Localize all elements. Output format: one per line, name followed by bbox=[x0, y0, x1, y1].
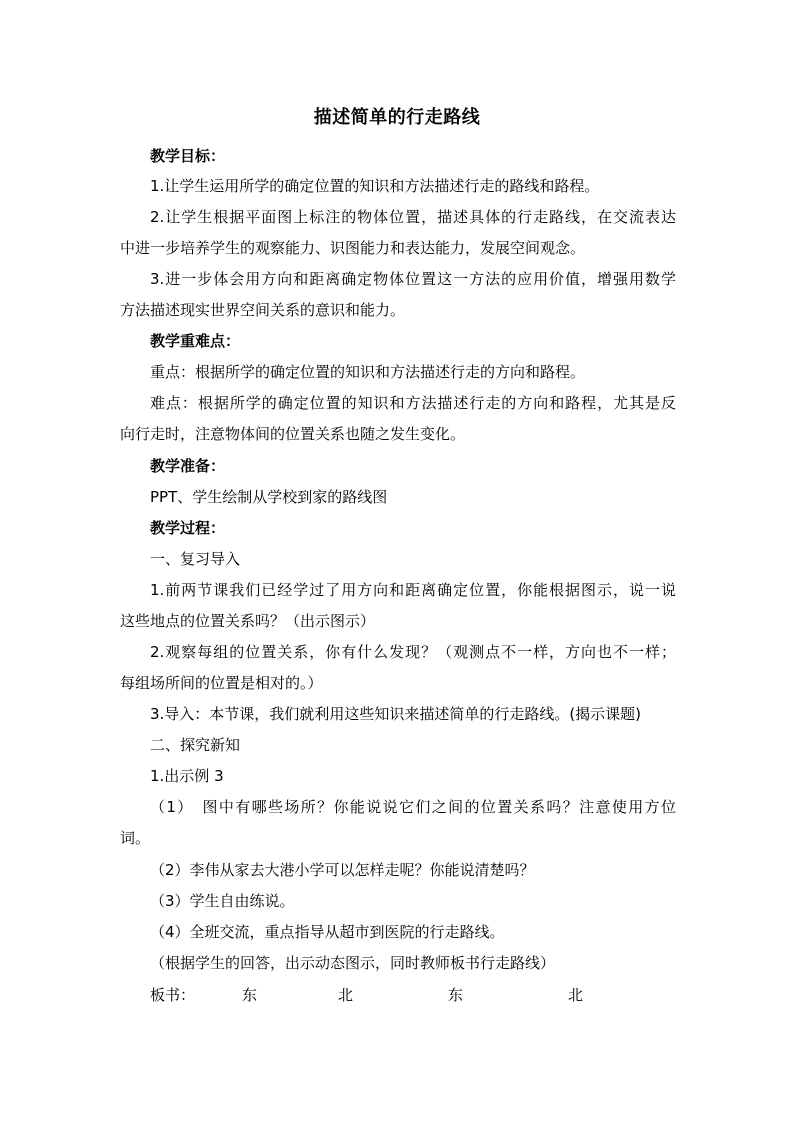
question-3: （3）学生自由练说。 bbox=[150, 892, 295, 910]
review-1-line-1: 1.前两节课我们已经学过了用方向和距离确定位置，你能根据图示，说一说 bbox=[150, 581, 676, 599]
review-2-line-1: 2.观察每组的位置关系，你有什么发现？（观测点不一样，方向也不一样； bbox=[150, 643, 676, 661]
board-direction-east-1: 东 bbox=[242, 986, 258, 1004]
page-title: 描述简单的行走路线 bbox=[313, 107, 481, 128]
board-label: 板书： bbox=[150, 986, 196, 1004]
goal-1: 1.让学生运用所学的确定位置的知识和方法描述行走的路线和路程。 bbox=[150, 177, 600, 195]
review-2-line-2: 每组场所间的位置是相对的。） bbox=[120, 674, 323, 692]
key-point: 重点：根据所学的确定位置的知识和方法描述行走的方向和路程。 bbox=[150, 363, 586, 381]
difficulty-line-1: 难点：根据所学的确定位置的知识和方法描述行走的方向和路程，尤其是反 bbox=[150, 394, 676, 412]
process-heading: 教学过程： bbox=[150, 519, 226, 537]
question-1-line-2: 词。 bbox=[120, 829, 151, 847]
goal-3-line-2: 方法描述现实世界空间关系的意识和能力。 bbox=[120, 301, 406, 319]
goals-heading: 教学目标： bbox=[150, 147, 226, 165]
board-direction-east-2: 东 bbox=[448, 986, 464, 1004]
question-2: （2）李伟从家去大港小学可以怎样走呢？你能说清楚吗？ bbox=[150, 861, 535, 879]
preparation-text: PPT、学生绘制从学校到家的路线图 bbox=[150, 488, 388, 506]
board-direction-north-1: 北 bbox=[338, 986, 354, 1004]
key-points-heading: 教学重难点： bbox=[150, 332, 241, 350]
goal-2-line-1: 2.让学生根据平面图上标注的物体位置，描述具体的行走路线，在交流表达 bbox=[150, 208, 676, 226]
question-1-line-1: （1） 图中有哪些场所？你能说说它们之间的位置关系吗？注意使用方位 bbox=[150, 798, 676, 816]
review-1-line-2: 这些地点的位置关系吗？（出示图示） bbox=[120, 612, 376, 630]
question-5: （根据学生的回答，出示动态图示，同时教师板书行走路线） bbox=[150, 954, 556, 972]
section-1-heading: 一、复习导入 bbox=[150, 550, 241, 568]
difficulty-line-2: 向行走时，注意物体间的位置关系也随之发生变化。 bbox=[120, 425, 466, 443]
question-4: （4）全班交流，重点指导从超市到医院的行走路线。 bbox=[150, 923, 505, 941]
board-direction-north-2: 北 bbox=[568, 986, 584, 1004]
section-2-heading: 二、探究新知 bbox=[150, 736, 241, 754]
goal-3-line-1: 3.进一步体会用方向和距离确定物体位置这一方法的应用价值，增强用数学 bbox=[150, 270, 676, 288]
example-heading: 1.出示例 3 bbox=[150, 767, 224, 785]
review-3: 3.导入：本节课，我们就利用这些知识来描述简单的行走路线。(揭示课题) bbox=[150, 705, 642, 723]
goal-2-line-2: 中进一步培养学生的观察能力、识图能力和表达能力，发展空间观念。 bbox=[120, 239, 586, 257]
preparation-heading: 教学准备： bbox=[150, 457, 226, 475]
